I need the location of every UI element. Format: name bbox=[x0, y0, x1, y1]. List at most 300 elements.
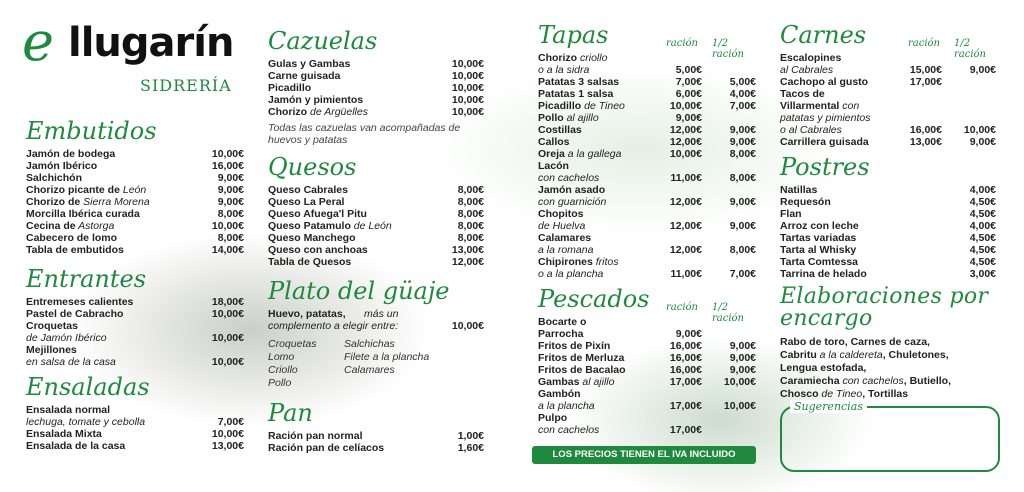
menu-item bbox=[26, 196, 244, 208]
item-name bbox=[268, 94, 363, 106]
item-name-text: Tarta Comtessa bbox=[780, 256, 859, 268]
item-price: 8,00€ bbox=[457, 208, 484, 220]
item-name bbox=[26, 148, 115, 160]
brand-mark: e bbox=[22, 10, 54, 73]
item-name-text: Cachopo al gusto bbox=[780, 76, 869, 88]
item-price: 1,60€ bbox=[457, 442, 484, 454]
item-name-text: Villarmental bbox=[780, 100, 840, 112]
item-name bbox=[780, 232, 856, 244]
plato-options bbox=[268, 332, 484, 400]
item-price-media: 4,00€ bbox=[729, 88, 756, 100]
item-price: 1,00€ bbox=[457, 430, 484, 442]
item-name bbox=[780, 64, 833, 76]
item-name bbox=[780, 244, 856, 256]
item-name-text: Cabecero de lomo bbox=[26, 232, 118, 244]
item-price: 9,00€ bbox=[217, 196, 244, 208]
item-name-text: Mejillones bbox=[26, 344, 77, 356]
item-name bbox=[780, 76, 868, 88]
item-price: 10,00€ bbox=[211, 332, 244, 344]
item-name-text: Oreja bbox=[538, 148, 565, 160]
item-price-racion: 16,00€ bbox=[669, 352, 702, 364]
item-price: 4,00€ bbox=[969, 184, 996, 196]
item-price-racion: 16,00€ bbox=[909, 124, 942, 136]
item-name bbox=[26, 196, 150, 208]
item-price: 10,00€ bbox=[211, 308, 244, 320]
item-name bbox=[26, 232, 117, 244]
menu-item bbox=[268, 430, 484, 442]
menu-item bbox=[26, 356, 244, 368]
list-embutidos bbox=[26, 148, 244, 256]
menu-item bbox=[268, 106, 484, 118]
list-entrantes bbox=[26, 296, 244, 368]
menu-item bbox=[538, 64, 756, 76]
item-price-media: 8,00€ bbox=[729, 148, 756, 160]
item-desc: o a la plancha bbox=[538, 268, 604, 280]
item-name bbox=[780, 220, 859, 232]
item-price-media: 9,00€ bbox=[729, 352, 756, 364]
item-name-text: Carne guisada bbox=[268, 70, 341, 82]
item-name-text: Calamares bbox=[538, 232, 592, 244]
item-desc: criollo bbox=[577, 52, 608, 64]
item-price: 4,50€ bbox=[969, 256, 996, 268]
item-name-text: Pastel de Cabracho bbox=[26, 308, 124, 320]
elaboracion-line bbox=[780, 349, 996, 362]
item-name-text: Parrocha bbox=[538, 328, 584, 340]
menu-item bbox=[780, 244, 996, 256]
menu-item bbox=[538, 160, 756, 172]
menu-item bbox=[26, 308, 244, 320]
item-price-racion: 10,00€ bbox=[669, 100, 702, 112]
item-name bbox=[268, 82, 311, 94]
item-price-racion: 6,00€ bbox=[675, 88, 702, 100]
list-cazuelas bbox=[268, 58, 484, 118]
plato-line-2: complemento a elegir entre: 10,00€ bbox=[268, 320, 484, 332]
item-name-text: Fritos de Bacalao bbox=[538, 364, 626, 376]
item-name bbox=[268, 208, 367, 220]
carnes-col-racion: ración bbox=[908, 38, 941, 49]
menu-item bbox=[538, 124, 756, 136]
item-name bbox=[538, 100, 625, 112]
menu-item bbox=[538, 328, 756, 340]
plato-option: Filete a la plancha bbox=[344, 351, 430, 363]
item-desc: lechuga, tomate y cebolla bbox=[26, 416, 146, 428]
item-name-text: Patatas 3 salsas bbox=[538, 76, 620, 88]
item-price: 4,50€ bbox=[969, 232, 996, 244]
item-name bbox=[538, 376, 614, 388]
item-name bbox=[538, 64, 589, 76]
menu-item bbox=[538, 424, 756, 436]
item-name bbox=[538, 232, 591, 244]
item-name bbox=[26, 404, 110, 416]
menu-item bbox=[26, 320, 244, 332]
menu-item bbox=[268, 256, 484, 268]
item-price-racion: 17,00€ bbox=[669, 400, 702, 412]
item-price: 9,00€ bbox=[217, 184, 244, 196]
plato-option: Criollo bbox=[268, 364, 298, 376]
item-desc: fritos bbox=[592, 256, 619, 268]
column-4 bbox=[780, 22, 996, 401]
item-name bbox=[26, 244, 124, 256]
tapas-col-racion: ración bbox=[666, 38, 699, 49]
item-name-text: Jamón de bodega bbox=[26, 148, 116, 160]
item-price: 3,00€ bbox=[969, 268, 996, 280]
menu-item bbox=[26, 244, 244, 256]
item-name-text: Escalopines bbox=[780, 52, 842, 64]
elaboracion-text: Cabritu bbox=[780, 349, 817, 361]
item-price-racion: 12,00€ bbox=[669, 220, 702, 232]
item-price-media: 9,00€ bbox=[729, 196, 756, 208]
item-price-media: 9,00€ bbox=[729, 340, 756, 352]
item-price-media: 9,00€ bbox=[729, 136, 756, 148]
item-desc: a la plancha bbox=[538, 400, 595, 412]
item-price: 8,00€ bbox=[457, 220, 484, 232]
item-desc: con bbox=[839, 100, 860, 112]
item-name bbox=[538, 52, 607, 64]
menu-item bbox=[780, 184, 996, 196]
item-price-media: 9,00€ bbox=[969, 64, 996, 76]
item-name-text: Tarrina de helado bbox=[780, 268, 867, 280]
item-name bbox=[780, 196, 831, 208]
item-name-text: Ensalada normal bbox=[26, 404, 111, 416]
item-name-text: Chipirones bbox=[538, 256, 593, 268]
item-name bbox=[26, 428, 102, 440]
item-name bbox=[780, 112, 870, 124]
menu-item bbox=[26, 148, 244, 160]
menu-item bbox=[780, 256, 996, 268]
menu-item bbox=[538, 256, 756, 268]
item-name-text: Croquetas bbox=[26, 320, 78, 332]
item-name-text: Ración pan de celíacos bbox=[268, 442, 385, 454]
list-pescados bbox=[538, 316, 756, 436]
item-price-racion: 12,00€ bbox=[669, 124, 702, 136]
elaboracion-text: Chosco bbox=[780, 388, 819, 400]
iva-banner: LOS PRECIOS TIENEN EL IVA INCLUIDO bbox=[532, 446, 756, 464]
item-name bbox=[780, 256, 858, 268]
cazuelas-note: Todas las cazuelas van acompañadas de huevos y patatas bbox=[268, 122, 461, 146]
item-name-text: Tabla de embutidos bbox=[26, 244, 124, 256]
item-name-text: Callos bbox=[538, 136, 570, 148]
item-name bbox=[780, 208, 802, 220]
item-price: 8,00€ bbox=[457, 184, 484, 196]
pescados-col-media: 1/2 ración bbox=[712, 302, 745, 324]
item-name bbox=[538, 256, 619, 268]
item-name bbox=[268, 232, 356, 244]
item-name bbox=[268, 58, 350, 70]
brand-subtitle: SIDRERÍA bbox=[140, 76, 232, 95]
item-price-racion: 12,00€ bbox=[669, 244, 702, 256]
item-name-text: Entremeses calientes bbox=[26, 296, 134, 308]
section-title-elaboraciones: Elaboraciones por encargo bbox=[780, 284, 989, 331]
item-name bbox=[538, 316, 586, 328]
elaboracion-line bbox=[780, 375, 996, 388]
menu-item bbox=[538, 388, 756, 400]
menu-item bbox=[26, 232, 244, 244]
menu-item bbox=[780, 136, 996, 148]
item-name-text: Queso Cabrales bbox=[268, 184, 348, 196]
section-title-carnes: Carnes bbox=[780, 21, 867, 49]
item-price: 10,00€ bbox=[211, 220, 244, 232]
menu-item bbox=[780, 112, 996, 124]
item-name-text: Chorizo bbox=[268, 106, 308, 118]
menu-item bbox=[538, 52, 756, 64]
item-price: 8,00€ bbox=[457, 196, 484, 208]
item-name-text: Gambón bbox=[538, 388, 581, 400]
sugerencias-label: Sugerencias bbox=[790, 400, 867, 413]
item-price: 18,00€ bbox=[211, 296, 244, 308]
list-carnes bbox=[780, 52, 996, 148]
item-desc: patatas y pimientos bbox=[780, 112, 871, 124]
elaboracion-line bbox=[780, 362, 996, 375]
item-name-text: Queso La Peral bbox=[268, 196, 345, 208]
item-name-text: Fritos de Merluza bbox=[538, 352, 625, 364]
item-price: 8,00€ bbox=[217, 208, 244, 220]
menu-item bbox=[538, 232, 756, 244]
column-1 bbox=[26, 118, 244, 452]
menu-item bbox=[268, 70, 484, 82]
plato-option: Croquetas bbox=[268, 338, 317, 350]
item-name bbox=[26, 320, 78, 332]
item-price: 4,50€ bbox=[969, 208, 996, 220]
menu-item bbox=[538, 316, 756, 328]
menu-item bbox=[538, 352, 756, 364]
item-name bbox=[538, 220, 585, 232]
item-name-text: Queso Patamulo bbox=[268, 220, 351, 232]
item-name bbox=[538, 184, 605, 196]
section-title-ensaladas: Ensaladas bbox=[26, 373, 150, 401]
item-desc: Astorga bbox=[75, 220, 115, 232]
item-price-media: 10,00€ bbox=[723, 400, 756, 412]
menu-item bbox=[538, 340, 756, 352]
list-pan bbox=[268, 430, 484, 454]
item-name-text: Picadillo bbox=[538, 100, 582, 112]
item-name-text: Arroz con leche bbox=[780, 220, 859, 232]
item-price-racion: 17,00€ bbox=[909, 76, 942, 88]
section-title-entrantes: Entrantes bbox=[26, 265, 147, 293]
plato-option: Pollo bbox=[268, 377, 292, 389]
item-name-text: Queso Afuega'l Pitu bbox=[268, 208, 367, 220]
menu-item bbox=[26, 332, 244, 344]
item-price-racion: 12,00€ bbox=[669, 196, 702, 208]
menu-item bbox=[538, 88, 756, 100]
item-desc: al ajillo bbox=[579, 376, 615, 388]
plato-option: Calamares bbox=[344, 364, 395, 376]
item-desc: en salsa de la casa bbox=[26, 356, 116, 368]
item-name bbox=[780, 184, 817, 196]
menu-item bbox=[538, 184, 756, 196]
plato-option: Salchichas bbox=[344, 338, 395, 350]
item-name bbox=[26, 160, 97, 172]
menu-item bbox=[538, 136, 756, 148]
item-name bbox=[538, 148, 622, 160]
carnes-col-media: 1/2 ración bbox=[954, 38, 987, 60]
menu-item bbox=[538, 196, 756, 208]
item-name-text: Chorizo bbox=[538, 52, 578, 64]
item-price-media: 9,00€ bbox=[729, 124, 756, 136]
elaboracion-line bbox=[780, 336, 996, 349]
menu-item bbox=[26, 184, 244, 196]
item-name-text: Ración pan normal bbox=[268, 430, 363, 442]
item-name-text: Jamón y pimientos bbox=[268, 94, 364, 106]
item-name bbox=[538, 208, 584, 220]
item-price: 10,00€ bbox=[451, 82, 484, 94]
menu-item bbox=[780, 100, 996, 112]
item-name bbox=[26, 308, 123, 320]
item-name bbox=[538, 124, 582, 136]
item-price-racion: 15,00€ bbox=[909, 64, 942, 76]
menu-item bbox=[538, 76, 756, 88]
item-name bbox=[26, 296, 133, 308]
item-name bbox=[780, 52, 841, 64]
item-name bbox=[780, 100, 859, 112]
item-name bbox=[538, 424, 599, 436]
item-price-racion: 13,00€ bbox=[909, 136, 942, 148]
item-name-text: Picadillo bbox=[268, 82, 312, 94]
item-price-racion: 10,00€ bbox=[669, 148, 702, 160]
item-name-text: Tartas variadas bbox=[780, 232, 857, 244]
item-price: 13,00€ bbox=[211, 440, 244, 452]
menu-item bbox=[538, 244, 756, 256]
item-price: 10,00€ bbox=[211, 428, 244, 440]
menu-item bbox=[26, 416, 244, 428]
item-price-media: 7,00€ bbox=[729, 268, 756, 280]
item-name bbox=[268, 220, 392, 232]
item-name bbox=[26, 344, 77, 356]
item-price: 10,00€ bbox=[211, 356, 244, 368]
item-desc: con guarnición bbox=[538, 196, 607, 208]
section-title-pescados: Pescados bbox=[538, 285, 650, 313]
item-name-text: Gulas y Gambas bbox=[268, 58, 351, 70]
menu-item bbox=[268, 82, 484, 94]
item-name-text: Jamón asado bbox=[538, 184, 606, 196]
item-name-text: Lacón bbox=[538, 160, 569, 172]
menu-item bbox=[268, 244, 484, 256]
menu-item bbox=[538, 172, 756, 184]
item-name bbox=[780, 268, 867, 280]
item-name bbox=[538, 196, 606, 208]
item-desc: al Cabrales bbox=[780, 64, 834, 76]
item-name-text: Pollo bbox=[538, 112, 564, 124]
item-desc: con cachelos bbox=[538, 424, 600, 436]
item-name-text: Pulpo bbox=[538, 412, 568, 424]
item-price: 14,00€ bbox=[211, 244, 244, 256]
menu-item bbox=[538, 376, 756, 388]
menu-item bbox=[780, 88, 996, 100]
pescados-col-racion: ración bbox=[666, 302, 699, 313]
item-name bbox=[780, 88, 825, 100]
list-quesos bbox=[268, 184, 484, 268]
item-price: 4,50€ bbox=[969, 196, 996, 208]
list-ensaladas bbox=[26, 404, 244, 452]
item-name-text: Carrillera guisada bbox=[780, 136, 869, 148]
item-price-racion: 11,00€ bbox=[670, 172, 702, 184]
item-name bbox=[26, 208, 140, 220]
item-name bbox=[26, 416, 145, 428]
item-price-racion: 17,00€ bbox=[669, 376, 702, 388]
item-name-text: Flan bbox=[780, 208, 802, 220]
item-price: 12,00€ bbox=[451, 256, 484, 268]
item-name bbox=[538, 76, 619, 88]
item-price: 10,00€ bbox=[451, 94, 484, 106]
item-name bbox=[26, 440, 125, 452]
item-price: 4,00€ bbox=[969, 220, 996, 232]
menu-item bbox=[780, 208, 996, 220]
menu-item bbox=[268, 58, 484, 70]
item-price: 10,00€ bbox=[211, 148, 244, 160]
item-name-text: Patatas 1 salsa bbox=[538, 88, 614, 100]
item-price-media: 9,00€ bbox=[969, 136, 996, 148]
menu-item bbox=[26, 428, 244, 440]
sugerencias-box bbox=[780, 406, 1000, 472]
item-name bbox=[538, 364, 626, 376]
list-postres bbox=[780, 184, 996, 280]
menu-item bbox=[268, 442, 484, 454]
item-name bbox=[538, 340, 610, 352]
item-name bbox=[538, 388, 581, 400]
item-desc: Sierra Morena bbox=[80, 196, 150, 208]
menu-item bbox=[538, 400, 756, 412]
item-name bbox=[268, 244, 368, 256]
menu-item bbox=[538, 412, 756, 424]
menu-item bbox=[26, 220, 244, 232]
menu-item bbox=[538, 100, 756, 112]
menu-item bbox=[268, 220, 484, 232]
item-name-text: Natillas bbox=[780, 184, 818, 196]
item-price: 10,00€ bbox=[451, 106, 484, 118]
menu-item bbox=[538, 268, 756, 280]
item-name bbox=[538, 244, 593, 256]
item-name-text: Tacos de bbox=[780, 88, 825, 100]
item-price-racion: 12,00€ bbox=[669, 136, 702, 148]
item-desc: a la gallega bbox=[564, 148, 622, 160]
item-desc: a la romana bbox=[538, 244, 594, 256]
section-title-tapas: Tapas bbox=[538, 21, 609, 49]
section-title-plato: Plato del güaje bbox=[268, 277, 450, 305]
item-name bbox=[26, 332, 107, 344]
item-desc: o al Cabrales bbox=[780, 124, 842, 136]
item-name-text: Cecina de bbox=[26, 220, 76, 232]
item-price-media: 5,00€ bbox=[729, 76, 756, 88]
item-desc: de Tineo bbox=[581, 100, 625, 112]
item-name bbox=[538, 412, 567, 424]
column-3 bbox=[538, 22, 756, 436]
item-name-text: Queso con anchoas bbox=[268, 244, 368, 256]
menu-item bbox=[538, 364, 756, 376]
item-name-text: Morcilla Ibérica curada bbox=[26, 208, 140, 220]
item-name-text: Ensalada Mixta bbox=[26, 428, 102, 440]
elaboracion-text: , Tortillas bbox=[862, 388, 909, 400]
item-price-racion: 9,00€ bbox=[675, 328, 702, 340]
menu-item bbox=[780, 124, 996, 136]
item-name-text: Requesón bbox=[780, 196, 831, 208]
item-desc: León bbox=[119, 184, 147, 196]
item-desc: de Huelva bbox=[538, 220, 586, 232]
item-name bbox=[26, 356, 116, 368]
menu-item bbox=[780, 52, 996, 64]
menu-item bbox=[780, 232, 996, 244]
item-name-text: Chopitos bbox=[538, 208, 584, 220]
item-name bbox=[538, 136, 570, 148]
menu-item bbox=[26, 344, 244, 356]
item-desc: al ajillo bbox=[563, 112, 599, 124]
item-price: 10,00€ bbox=[451, 70, 484, 82]
item-price-racion: 17,00€ bbox=[669, 424, 702, 436]
elaboracion-text: Caramiecha bbox=[780, 375, 840, 387]
item-desc: de León bbox=[350, 220, 392, 232]
item-name bbox=[268, 430, 363, 442]
menu-item bbox=[268, 232, 484, 244]
item-price-racion: 9,00€ bbox=[675, 112, 702, 124]
item-name bbox=[26, 220, 114, 232]
